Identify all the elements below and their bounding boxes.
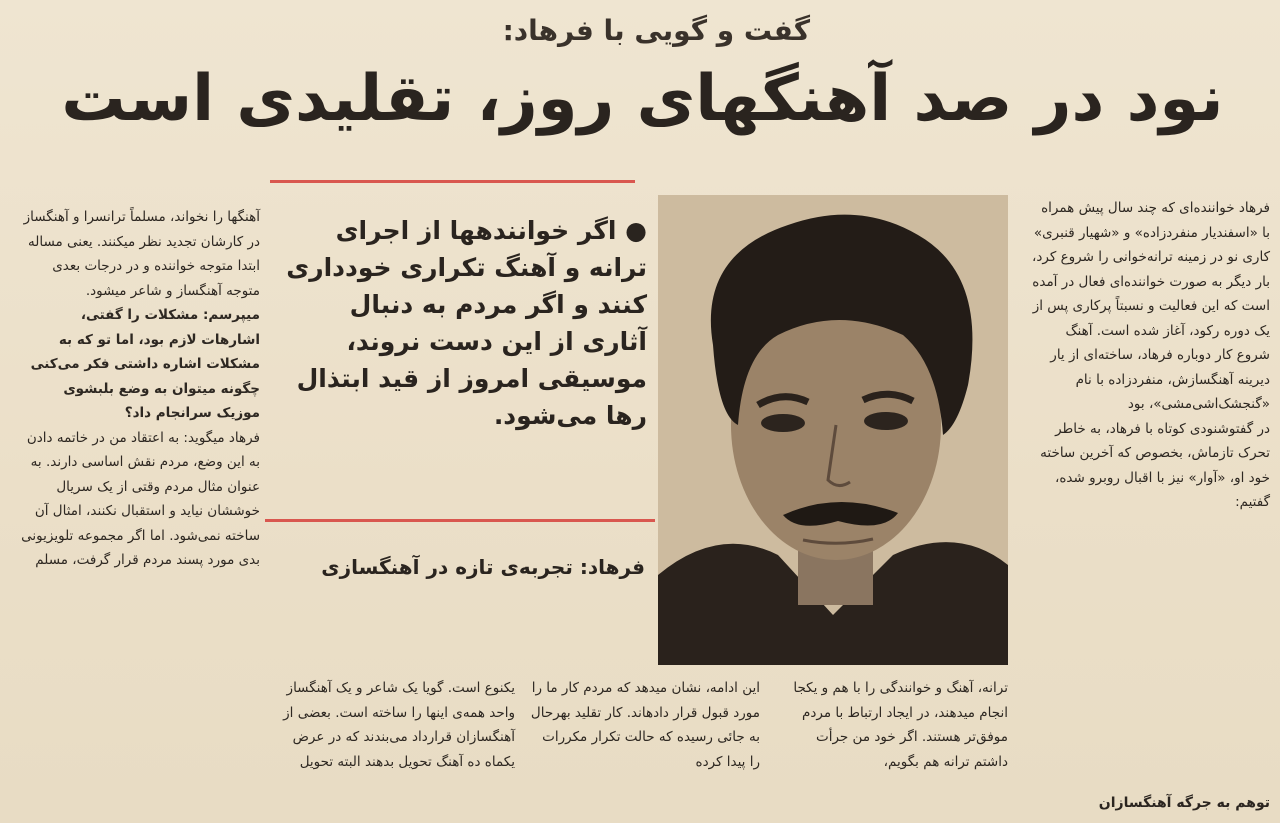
bottom-column-3: یکنوع است. گویا یک شاعر و یک آهنگساز واحد همه‌ی اینها را ساخته است. بعضی از آهنگسازان قرارداد می‌بندند که در عرض یکماه ده آهنگ تحویل بدهند البته تحویل xyxy=(283,680,515,770)
red-rule-bottom xyxy=(265,519,655,522)
left-paragraph-2: میپرسم: مشکلات را گفتی، اشارهات لازم بود، اما تو که به مشکلات اشاره داشتی فکر می‌کنی چگونه میتوان به وضع بلبشوی موزیک سرانجام داد؟ xyxy=(30,307,260,421)
red-rule-top xyxy=(270,180,635,183)
right-column xyxy=(1030,196,1270,515)
subhead: فرهاد: تجربه‌ی تازه در آهنگسازی xyxy=(321,555,645,579)
bottom-column-1: ترانه، آهنگ و خوانندگی را با هم و یکجا انجام میدهند، در ایجاد ارتباط با مردم موفق‌تر هستند. اگر خود من جرأت داشتم ترانه هم بگویم، xyxy=(793,680,1008,770)
right-paragraph-2: در گفتوشنودی کوتاه با فرهاد، به خاطر تحرک تازماش، بخصوص که آخرین ساخته خود او، «آوار» نیز با اقبال روبرو شده، گفتیم: xyxy=(1040,420,1270,510)
left-paragraph-1: آهنگها را نخواند، مسلماً ترانسرا و آهنگساز در کارشان تجدید نظر میکنند. یعنی مساله ابتدا متوجه خواننده و در درجات بعدی متوجه آهنگساز و شاعر میشود. xyxy=(23,209,260,299)
right-paragraph-1: فرهاد خواننده‌ای که چند سال پیش همراه با «اسفندیار منفردزاده» و «شهیار قنبری» کاری نو در زمینه ترانه‌خوانی را شروع کرد، بار دیگر به صورت خواننده‌ای فعال در آمده است که این فعالیت و نسبتاً پرکاری پس از یک دوره رکود، آغاز شده است. آهنگ شروع کار دوباره فرهاد، ساخته‌ای از یار دیرینه آهنگسازش، منفردزاده با نام «گنجشک‌اشی‌مشی»، بود xyxy=(1032,200,1270,412)
left-paragraph-3: فرهاد میگوید: به اعتقاد من در خاتمه دادن به این وضع، مردم نقش اساسی دارند. به عنوان مثال مردم وقتی از یک سریال خوششان نیاید و استقبال نکنند، امثال آن ساخته نمی‌شود. اما اگر مجموعه تلویزیونی بدی مورد پسند مردم قرار گرفت، مسلم xyxy=(21,429,260,568)
portrait-photo xyxy=(658,195,1008,665)
right-bottom-subhead: توهم به جرگه آهنگسازان xyxy=(1098,795,1270,811)
pull-quote: ● اگر خوانندهها از اجرای ترانه و آهنگ تکراری خودداری کنند و اگر مردم به دنبال آثاری از این دست نروند، موسیقی امروز از قید ابتذال رها می‌شود. xyxy=(286,216,647,430)
portrait-illustration xyxy=(658,195,1008,665)
kicker: گفت و گویی با فرهاد: xyxy=(502,14,810,47)
left-column xyxy=(20,205,260,573)
headline: نود در صد آهنگهای روز، تقلیدی است xyxy=(61,62,1224,136)
bottom-column-2: این ادامه، نشان میدهد که مردم کار ما را مورد قبول قرار دادهاند. کار تقلید بهرحال به جائی رسیده که حالت تکرار مکررات را پیدا کرده xyxy=(530,680,760,770)
